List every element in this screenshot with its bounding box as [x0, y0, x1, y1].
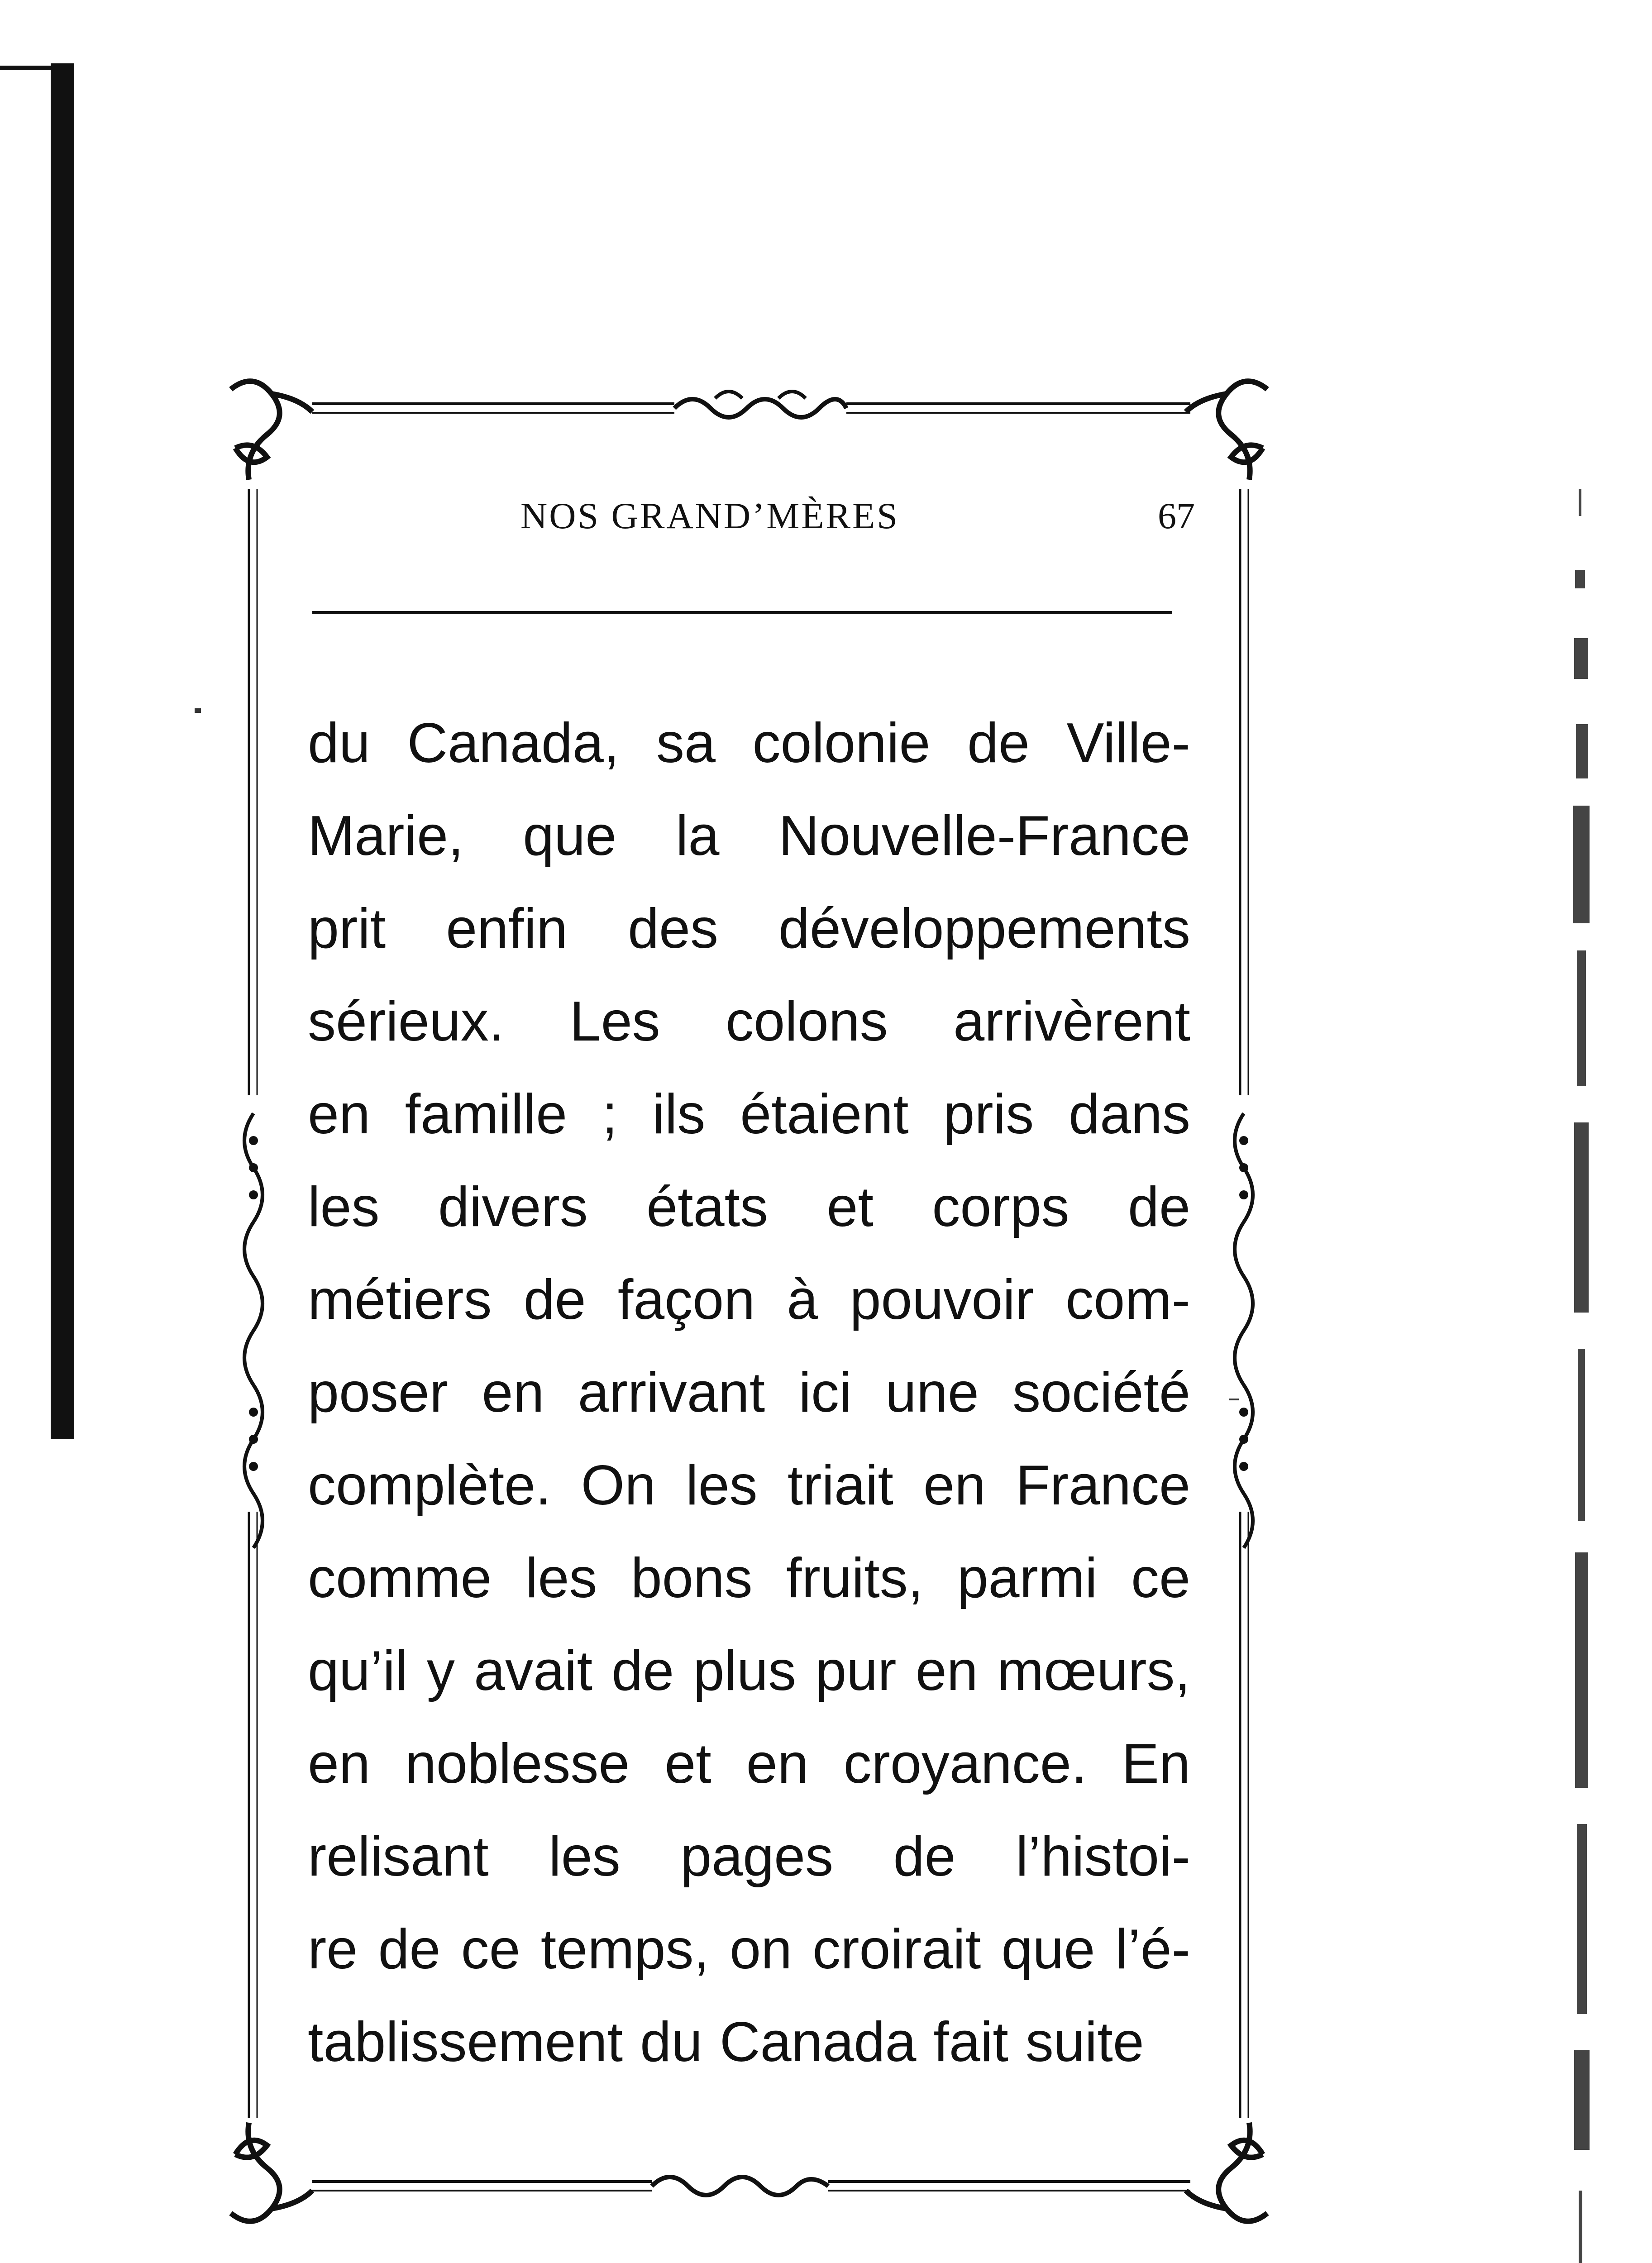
- word: tablissement: [308, 2011, 623, 2073]
- word: les: [525, 1547, 597, 1609]
- word: arrivant: [578, 1361, 765, 1424]
- word: noblesse: [405, 1733, 630, 1795]
- word: Canada,: [407, 712, 620, 774]
- word: développements: [778, 898, 1190, 960]
- word: en: [923, 1454, 986, 1517]
- text-line: [308, 1161, 1190, 1254]
- word: En: [1122, 1733, 1190, 1795]
- text-line: [308, 697, 1190, 790]
- word: et: [826, 1176, 874, 1238]
- word: triait: [787, 1454, 893, 1517]
- word: dans: [1069, 1083, 1190, 1146]
- word: que: [1001, 1918, 1095, 1981]
- word: en: [746, 1733, 809, 1795]
- word: fait: [933, 2011, 1008, 2073]
- text-line: [308, 1254, 1190, 1346]
- word: y: [426, 1640, 455, 1702]
- word: que: [523, 805, 617, 867]
- word: Canada: [720, 2011, 917, 2073]
- print-speck: [1229, 1399, 1239, 1400]
- text-line: [308, 1625, 1190, 1718]
- word: com-: [1065, 1269, 1190, 1331]
- word: suite: [1025, 2011, 1144, 2073]
- word: Nouvelle-France: [778, 805, 1190, 867]
- text-line: [308, 1718, 1190, 1810]
- text-line: [308, 1810, 1190, 1903]
- word: du: [308, 712, 370, 774]
- word: on: [730, 1918, 793, 1981]
- word: états: [646, 1176, 769, 1238]
- word: les: [549, 1825, 621, 1888]
- word: en: [308, 1083, 370, 1146]
- word: à: [787, 1269, 818, 1331]
- word: ;: [602, 1083, 618, 1146]
- running-head: [308, 491, 1195, 541]
- word: Ville-: [1066, 712, 1190, 774]
- word: du: [640, 2011, 703, 2073]
- word: de: [967, 712, 1030, 774]
- word: de: [523, 1269, 586, 1331]
- text-line: [308, 1068, 1190, 1161]
- text-line: [308, 1439, 1190, 1532]
- word: divers: [438, 1176, 588, 1238]
- binding-shadow-tick: [0, 66, 68, 70]
- word: de: [893, 1825, 956, 1888]
- word: pouvoir: [850, 1269, 1034, 1331]
- word: parmi: [957, 1547, 1098, 1609]
- word: pur: [815, 1640, 897, 1702]
- word: une: [885, 1361, 979, 1424]
- word: re: [308, 1918, 358, 1981]
- word: les: [686, 1454, 758, 1517]
- word: croyance.: [843, 1733, 1087, 1795]
- word: les: [308, 1176, 380, 1238]
- word: Les: [569, 990, 660, 1053]
- word: sérieux.: [308, 990, 505, 1053]
- word: relisant: [308, 1825, 489, 1888]
- word: pris: [943, 1083, 1034, 1146]
- word: colonie: [752, 712, 931, 774]
- print-speck: [195, 708, 201, 713]
- text-line: [308, 975, 1190, 1068]
- word: arrivèrent: [953, 990, 1190, 1053]
- word: ce: [1131, 1547, 1190, 1609]
- word: l’histoi-: [1016, 1825, 1190, 1888]
- word: France: [1016, 1454, 1190, 1517]
- word: l’é-: [1115, 1918, 1190, 1981]
- word: poser: [308, 1361, 449, 1424]
- word: Marie,: [308, 805, 464, 867]
- word: qu’il: [308, 1640, 408, 1702]
- word: avait: [474, 1640, 593, 1702]
- word: de: [378, 1918, 441, 1981]
- binding-shadow-bar: [51, 63, 74, 1439]
- word: métiers: [308, 1269, 492, 1331]
- text-line: [308, 883, 1190, 975]
- word: pages: [680, 1825, 834, 1888]
- word: des: [628, 898, 719, 960]
- text-line: [308, 1346, 1190, 1439]
- page-edge-shadow: [1566, 489, 1598, 2263]
- word: temps,: [540, 1918, 709, 1981]
- running-head-title: NOS GRAND’MÈRES: [520, 495, 899, 536]
- word: croirait: [812, 1918, 981, 1981]
- word: mœurs,: [997, 1640, 1190, 1702]
- word: plus: [693, 1640, 796, 1702]
- text-line: [308, 1996, 1190, 2089]
- word: enfin: [446, 898, 568, 960]
- word: corps: [932, 1176, 1070, 1238]
- word: ils: [652, 1083, 706, 1146]
- word: en: [915, 1640, 978, 1702]
- word: et: [664, 1733, 711, 1795]
- word: fruits,: [786, 1547, 924, 1609]
- header-rule: [312, 611, 1172, 614]
- word: On: [581, 1454, 656, 1517]
- page-number: 67: [1158, 495, 1195, 536]
- word: colons: [726, 990, 888, 1053]
- body-text: [308, 697, 1190, 2089]
- word: bons: [630, 1547, 753, 1609]
- word: famille: [405, 1083, 568, 1146]
- text-line: [308, 790, 1190, 883]
- word: ici: [798, 1361, 852, 1424]
- text-line: [308, 1532, 1190, 1625]
- word: comme: [308, 1547, 492, 1609]
- word: prit: [308, 898, 386, 960]
- word: société: [1012, 1361, 1190, 1424]
- word: façon: [617, 1269, 755, 1331]
- word: sa: [656, 712, 716, 774]
- text-line: [308, 1903, 1190, 1996]
- word: de: [1128, 1176, 1190, 1238]
- word: la: [675, 805, 720, 867]
- word: ce: [461, 1918, 520, 1981]
- word: de: [611, 1640, 674, 1702]
- word: étaient: [740, 1083, 909, 1146]
- word: complète.: [308, 1454, 551, 1517]
- word: en: [482, 1361, 544, 1424]
- word: en: [308, 1733, 370, 1795]
